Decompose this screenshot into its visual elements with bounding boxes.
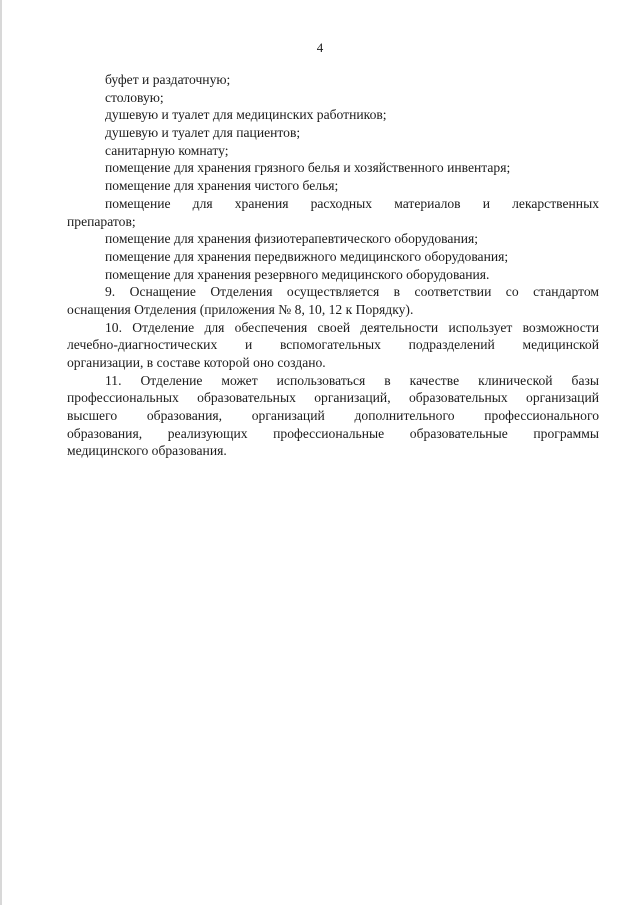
text-line: профессиональных образовательных организаций, образовательных организаций — [67, 390, 599, 406]
text-line: столовую; — [105, 89, 164, 105]
text-line: 11. Отделение может использоваться в качестве клинической базы — [105, 372, 599, 388]
text-line: помещение для хранения расходных материалов и лекарственных — [105, 195, 599, 211]
text-line: образования, реализующих профессиональные образовательные программы — [67, 425, 599, 441]
text-line: оснащения Отделения (приложения № 8, 10, 12 к Порядку). — [67, 301, 414, 317]
text-line: лечебно-диагностических и вспомогательных подразделений медицинской — [67, 337, 599, 353]
text-line: высшего образования, организаций дополнительного профессионального — [67, 408, 599, 424]
text-line: организации, в составе которой оно создано. — [67, 355, 326, 370]
text-line: помещение для хранения резервного медицинского оборудования. — [105, 266, 490, 282]
scan-edge — [0, 0, 2, 905]
text-line: санитарную комнату; — [105, 142, 229, 158]
text-line: помещение для хранения грязного белья и хозяйственного инвентаря; — [105, 160, 511, 176]
text-line: препаратов; — [67, 213, 136, 229]
text-line: душевую и туалет для пациентов; — [105, 125, 301, 141]
text-line: 10. Отделение для обеспечения своей деятельности использует возможности — [105, 319, 599, 335]
document-body — [67, 71, 599, 460]
text-line: помещение для хранения передвижного медицинского оборудования; — [105, 248, 509, 264]
text-line: помещение для хранения чистого белья; — [105, 178, 339, 194]
page-number: 4 — [316, 40, 324, 55]
text-line: душевую и туалет для медицинских работников; — [105, 107, 387, 123]
text-line: 9. Оснащение Отделения осуществляется в соответствии со стандартом — [105, 284, 599, 300]
text-line: буфет и раздаточную; — [105, 72, 231, 87]
text-line: помещение для хранения физиотерапевтического оборудования; — [105, 231, 479, 247]
text-line: медицинского образования. — [67, 443, 227, 459]
